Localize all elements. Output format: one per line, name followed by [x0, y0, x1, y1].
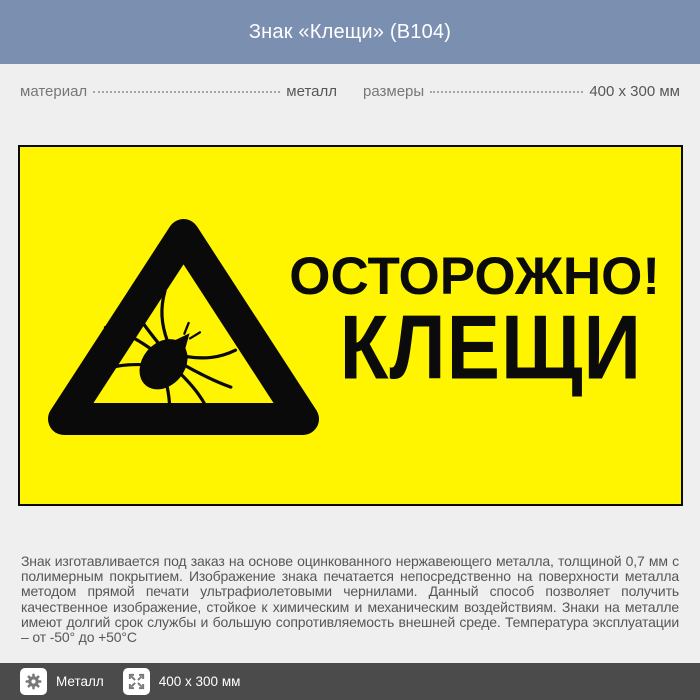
dotted-leader [430, 91, 583, 93]
spec-material-value: металл [286, 83, 337, 100]
material-chip[interactable] [20, 668, 47, 695]
footer-bar [0, 663, 700, 700]
size-chip-label: 400 x 300 мм [158, 674, 241, 689]
size-chip[interactable] [123, 668, 150, 695]
product-description: Знак изготавливается под заказ на основе оцинкованного нержавеющего металла, толщиной 0,7 мм с полимерным покрытием. Изображение знака печатается непосредственно на поверхности металла методом прямой печати ультрафиолетовыми чернилами. Данный способ позволяет получить качественное изображение, стойкое к химическим и механическим воздействиям. Знаки на металле имеют долгий срок службы и большую сопротивляемость внешней среде. Температура эксплуатации – от -50° до +50°С [21, 553, 679, 646]
spec-size-value: 400 x 300 мм [589, 83, 680, 100]
sign-subject-text: КЛЕЩИ [339, 296, 642, 398]
warning-triangle-icon [45, 205, 322, 440]
expand-icon [127, 672, 146, 691]
spec-size-label: размеры [363, 83, 425, 100]
material-chip-label: Металл [56, 674, 104, 689]
spec-size [363, 83, 680, 100]
dotted-leader [93, 91, 280, 93]
gear-icon [24, 672, 43, 691]
spec-material [20, 83, 337, 100]
spec-row [0, 64, 700, 100]
sign-preview-image [18, 145, 683, 506]
spec-material-label: материал [20, 83, 88, 100]
sign-caution-text: ОСТОРОЖНО! [289, 247, 660, 306]
page-title: Знак «Клещи» (В104) [248, 20, 452, 43]
header [0, 0, 700, 64]
